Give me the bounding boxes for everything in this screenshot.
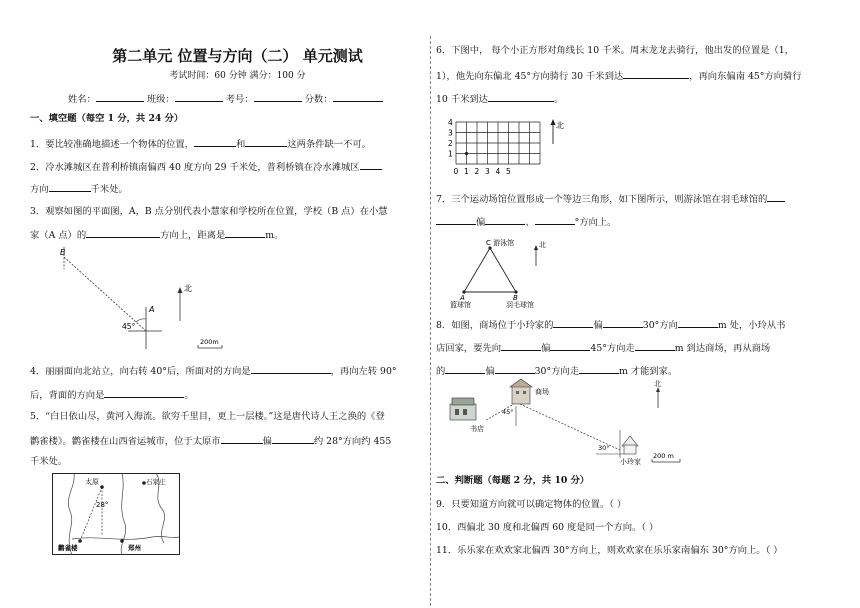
fig5-angle-label: 28° <box>96 501 109 509</box>
q2-blank-1[interactable] <box>360 160 382 170</box>
fig3-label-a: A <box>149 305 155 314</box>
q4-text-b: ，再向左转 90° <box>330 366 397 377</box>
q4-text-d: 。 <box>184 390 194 401</box>
student-info-row <box>68 92 383 106</box>
figure-6-grid <box>446 114 566 180</box>
question-2-line-2 <box>30 182 128 196</box>
q6-blank-2[interactable] <box>488 92 554 102</box>
q7-text-c: 、 <box>525 217 535 228</box>
fig6-y-tick-label: 4 <box>448 118 453 127</box>
q1-blank-2[interactable] <box>245 137 287 147</box>
fig7-label-c: C 游泳馆 <box>486 239 515 247</box>
fig6-y-tick-label: 2 <box>448 139 453 148</box>
question-9: 9．只要知道方向就可以确定物体的位置。（ ） <box>436 499 627 510</box>
q8-blank-2[interactable] <box>603 318 643 328</box>
fig8-north-label: 北 <box>654 380 661 388</box>
q7-text-b: 偏 <box>476 217 486 228</box>
q8-blank-3[interactable] <box>678 318 718 328</box>
q8-blank-4[interactable] <box>501 341 541 351</box>
fig6-x-tick-label: 5 <box>506 167 511 176</box>
q5-text-a: 鹳雀楼》。鹳雀楼在山西省运城市，位于太原市 <box>30 436 221 447</box>
section-fill-heading: 一、填空题（每空 1 分，共 24 分） <box>30 113 184 124</box>
fig3-north-label: 北 <box>184 284 192 293</box>
page-title: 第二单元 位置与方向（二） 单元测试 <box>112 47 363 65</box>
exam-info: 考试时间：60 分钟 满分：100 分 <box>169 71 306 81</box>
fig3-angle-label: 45° <box>122 322 136 331</box>
fig6-x-tick-label: 0 <box>453 167 459 176</box>
figure-5-map <box>52 473 180 555</box>
section-judge-heading: 二、判断题（每题 2 分，共 10 分） <box>436 475 590 486</box>
figure-8-map <box>446 378 696 470</box>
q8-text-g: 45°方向走 <box>590 343 635 354</box>
fig6-x-tick-label: 2 <box>474 167 480 176</box>
q1-blank-1[interactable] <box>194 137 236 147</box>
question-4-line-2 <box>30 388 194 402</box>
q8-blank-1[interactable] <box>553 318 593 328</box>
fig8-mall-icon <box>510 379 532 404</box>
q6-text-c: 10 千米到达 <box>436 94 488 105</box>
q7-blank-1[interactable] <box>767 192 785 202</box>
q1-text-b: 和 <box>235 139 246 150</box>
exam-no-blank[interactable] <box>254 92 302 102</box>
q8-text-k: 30°方向走 <box>534 366 579 377</box>
question-3-line-2 <box>30 228 283 242</box>
q7-text-a: 7．三个运动场馆位置形成一个等边三角形，如下图所示，则游泳馆在羽毛球馆的 <box>436 194 768 205</box>
question-6-line-1: 6．下图中， 每个小正方形对角线长 10 千米。周末龙龙去骑行，他出发的位置是（1， <box>436 45 794 56</box>
fig6-y-tick-label: 1 <box>448 149 453 159</box>
q3-text-a: 家（A 点）的 <box>30 230 87 241</box>
q8-text-b: 偏 <box>593 320 603 331</box>
fig7-north-label: 北 <box>539 241 546 249</box>
fig7-name-b: 羽毛球馆 <box>506 301 534 308</box>
q7-blank-3[interactable] <box>485 215 525 225</box>
fig5-guanquelou-label: 鹳雀楼 <box>58 544 78 552</box>
q7-blank-2[interactable] <box>436 215 476 225</box>
q8-blank-9[interactable] <box>579 364 619 374</box>
fig6-axis-labels <box>448 118 511 176</box>
question-8-line-2 <box>436 341 770 355</box>
q7-blank-4[interactable] <box>535 215 575 225</box>
q6-blank-1[interactable] <box>623 69 689 79</box>
q8-blank-7[interactable] <box>445 364 485 374</box>
question-6-line-3 <box>436 92 563 106</box>
q7-text-d: °方向上。 <box>574 217 617 228</box>
exam-no-label: 考号： <box>225 94 254 105</box>
q6-text-d: 。 <box>553 94 564 105</box>
fig6-north-arrowhead <box>551 119 556 125</box>
q1-text-a: 1．要比较准确地描述一个物体的位置， <box>30 139 194 150</box>
fig5-zhengzhou-dot <box>120 539 124 543</box>
figure-7-triangle <box>446 236 566 308</box>
q3-text-c: m。 <box>265 230 284 241</box>
class-label: 班级： <box>146 94 175 105</box>
fig8-angle45-label: 45° <box>502 408 514 416</box>
fig6-y-tick-label: 3 <box>448 128 453 138</box>
question-6-line-2 <box>436 69 802 83</box>
fig8-home-label: 小玲家 <box>620 458 641 466</box>
q3-blank-2[interactable] <box>225 228 265 238</box>
q5-blank-2[interactable] <box>272 434 314 444</box>
column-divider <box>430 36 431 606</box>
q2-text-c: 千米处。 <box>90 184 128 195</box>
question-11: 11．乐乐家在欢欢家北偏西 30°方向上，则欢欢家在乐乐家南偏东 30°方向上。（ ） <box>436 545 783 556</box>
q8-text-e: 店回家，要先向 <box>436 343 502 354</box>
question-10: 10．西偏北 30 度和北偏西 60 度是同一个方向。（ ） <box>436 522 659 533</box>
q8-text-c: 30°方向 <box>642 320 678 331</box>
question-7-line-2 <box>436 215 616 229</box>
fig7-name-a: 篮球馆 <box>450 301 471 308</box>
question-2-line-1 <box>30 160 382 174</box>
fig3-scale-label: 200m <box>200 338 219 346</box>
fig6-grid-lines <box>456 122 540 164</box>
question-8-line-3 <box>436 364 677 378</box>
fig3-label-b: B <box>60 248 66 257</box>
q2-text-a: 2．冷水滩城区在普利桥镇南偏西 40 度方向 29 千米处，普利桥镇在冷水滩城区 <box>30 162 360 173</box>
question-4-line-1 <box>30 364 397 378</box>
q4-text-c: 后，背面的方向是 <box>30 390 105 401</box>
q8-text-j: 偏 <box>485 366 495 377</box>
fig8-angle30-label: 30° <box>598 444 610 452</box>
q8-blank-6[interactable] <box>635 341 675 351</box>
question-5-line-3: 千米处。 <box>30 456 68 467</box>
q8-text-a: 8．如图，商场位于小玲家的 <box>436 320 554 331</box>
q8-blank-8[interactable] <box>495 364 535 374</box>
q1-text-c: 这两条件缺一不可。 <box>287 139 371 150</box>
fig8-home-icon <box>622 436 638 454</box>
fig3-angle-arc <box>136 319 146 322</box>
fig8-bookstore-label: 书店 <box>470 425 484 433</box>
score-blank[interactable] <box>333 92 383 102</box>
fig6-north-label: 北 <box>556 121 564 130</box>
q6-text-a: 1），他先向东偏北 45°方向骑行 30 千米到达 <box>436 71 624 82</box>
fig6-x-tick-label: 4 <box>495 167 501 176</box>
fig6-x-tick-label: 3 <box>485 167 490 176</box>
fig8-scale-label: 200 m <box>653 452 674 460</box>
class-blank[interactable] <box>175 92 223 102</box>
fig7-north-arrowhead <box>534 245 538 250</box>
fig8-bookstore-icon <box>450 398 476 420</box>
fig3-path-line <box>64 257 146 331</box>
q4-blank-1[interactable] <box>251 364 331 374</box>
q8-text-f: 偏 <box>541 343 551 354</box>
fig5-guanquelou-dot <box>78 539 82 543</box>
question-7-line-1 <box>436 192 785 206</box>
question-5-line-1: 5．“白日依山尽，黄河入海流。欲穷千里目，更上一层楼。”这是唐代诗人王之涣的《登 <box>30 411 385 422</box>
fig7-triangle <box>464 248 516 292</box>
q4-text-a: 4．丽丽面向北站立，向右转 40°后，所面对的方向是 <box>30 366 251 377</box>
q6-text-b: ，再向东偏南 45°方向骑行 <box>689 71 802 82</box>
question-3-line-1: 3．观察如图的平面图，A，B 点分别代表小慧家和学校所在位置，学校（B 点）在小慧 <box>30 206 388 217</box>
name-label: 姓名： <box>68 94 96 105</box>
q3-text-b: 方向上，距离是 <box>160 230 226 241</box>
q8-text-h: m 到达商场，再从商场 <box>674 343 771 354</box>
score-label: 分数： <box>304 94 333 105</box>
fig7-label-a: A <box>460 294 465 302</box>
fig6-x-tick-label: 1 <box>464 167 469 176</box>
q8-text-l: m 才能到家。 <box>619 366 678 377</box>
q5-text-c: 约 28°方向约 455 <box>313 436 392 447</box>
question-5-line-2 <box>30 434 391 448</box>
q5-blank-1[interactable] <box>221 434 263 444</box>
fig5-taiyuan-label: 太原 <box>85 478 99 486</box>
fig5-taiyuan-dot <box>100 485 104 489</box>
question-1 <box>30 137 371 151</box>
fig3-north-arrowhead <box>178 287 183 293</box>
figure-3-map <box>50 245 230 353</box>
q8-text-i: 的 <box>436 366 446 377</box>
q2-text-b: 方向 <box>30 184 49 195</box>
fig8-mall-label: 商场 <box>535 388 549 396</box>
q8-blank-5[interactable] <box>550 341 590 351</box>
fig5-shijiazhuang-label: 石家庄 <box>146 478 166 486</box>
q5-text-b: 偏 <box>262 436 272 447</box>
q8-text-d: m 处，小玲从书 <box>717 320 786 331</box>
question-8-line-1 <box>436 318 785 332</box>
fig6-start-point <box>465 152 468 155</box>
name-blank[interactable] <box>96 92 144 102</box>
q3-blank-1[interactable] <box>86 228 160 238</box>
q4-blank-2[interactable] <box>104 388 184 398</box>
fig5-zhengzhou-label: 郑州 <box>128 544 141 552</box>
fig7-label-b: B <box>513 294 518 302</box>
q2-blank-2[interactable] <box>49 182 91 192</box>
